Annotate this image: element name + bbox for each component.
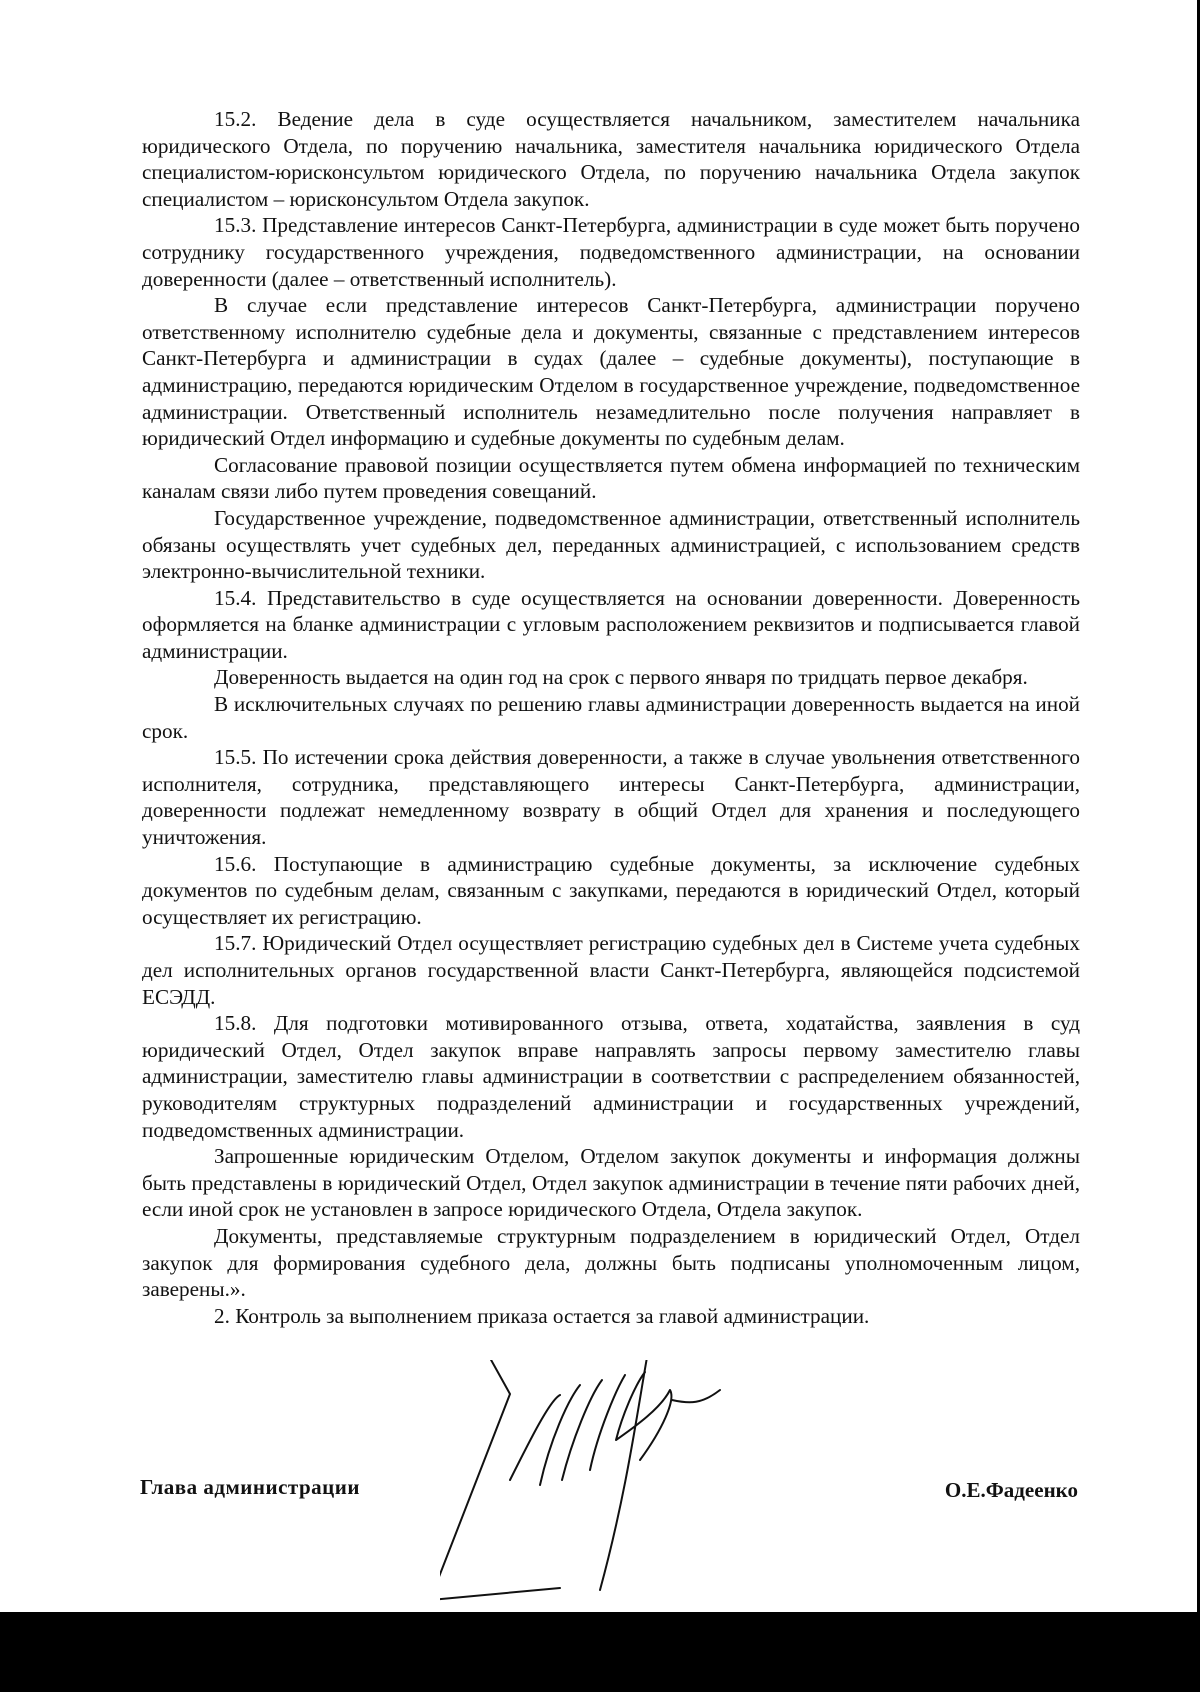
scan-edge-bottom [0, 1612, 1200, 1692]
paragraph-15-7: 15.7. Юридический Отдел осуществляет регистрацию судебных дел в Системе учета судебных дел исполнительных органов государственной власти Санкт-Петербурга, являющейся подсистемой ЕСЭДД. [142, 931, 1080, 1009]
paragraph-15-3: 15.3. Представление интересов Санкт-Петербурга, администрации в суде может быть поручено сотруднику государственного учреждения, подведомственного администрации, на основании доверенности (далее – ответственный исполнитель). [142, 213, 1080, 291]
paragraph-15-6: 15.6. Поступающие в администрацию судебные документы, за исключение судебных документов по судебным делам, связанным с закупками, передаются в юридический Отдел, который осуществляет их регистрацию. [142, 851, 1080, 929]
paragraph-requested-documents: Запрошенные юридическим Отделом, Отделом закупок документы и информация должны быть представлены в юридический Отдел, Отдел закупок администрации в течение пяти рабочих дней, если иной срок не установлен в запросе юридического Отдела, Отдела закупок. [142, 1144, 1080, 1222]
handwritten-signature [440, 1360, 800, 1610]
document-body [142, 106, 1080, 1329]
paragraph-15-5: 15.5. По истечении срока действия доверенности, а также в случае увольнения ответственного исполнителя, сотрудника, представляющего интересы Санкт-Петербурга, администрации, доверенности подлежат немедленному возврату в общий Отдел для хранения и последующего уничтожения. [142, 745, 1080, 850]
paragraph-responsible-executor: В случае если представление интересов Санкт-Петербурга, администрации поручено ответственному исполнителю судебные дела и документы, связанные с представлением интересов Санкт-Петербурга и администрации в судах (далее – судебные документы), поступающие в администрацию, передаются юридическим Отделом в государственное учреждение, подведомственное администрации. Ответственный исполнитель незамедлительно после получения направляет в юридический Отдел информацию и судебные документы по судебным делам. [142, 293, 1080, 451]
paragraph-15-4: 15.4. Представительство в суде осуществляется на основании доверенности. Доверенность оформляется на бланке администрации с угловым расположением реквизитов и подписывается главой администрации. [142, 585, 1080, 663]
paragraph-15-2: 15.2. Ведение дела в суде осуществляется начальником, заместителем начальника юридического Отдела, по поручению начальника, заместителя начальника юридического Отдела специалистом-юрисконсультом юридического Отдела, по поручению начальника Отдела закупок специалистом – юрисконсультом Отдела закупок. [142, 107, 1080, 211]
paragraph-2-control: 2. Контроль за выполнением приказа остается за главой администрации. [214, 1303, 870, 1328]
paragraph-case-records: Государственное учреждение, подведомственное администрации, ответственный исполнитель обязаны осуществлять учет судебных дел, переданных администрацией, с использованием средств электронно-вычислительной техники. [142, 505, 1080, 584]
paragraph-15-8: 15.8. Для подготовки мотивированного отзыва, ответа, ходатайства, заявления в суд юридический Отдел, Отдел закупок вправе направлять запросы первому заместителю главы администрации, заместителю главы администрации в соответствии с распределением обязанностей, руководителям структурных подразделений администрации и государственных учреждений, подведомственных администрации. [142, 1011, 1080, 1142]
paragraph-submitted-documents: Документы, представляемые структурным подразделением в юридический Отдел, Отдел закупок для формирования судебного дела, должны быть подписаны уполномоченным лицом, заверены.». [142, 1223, 1080, 1302]
paragraph-exceptional-cases: В исключительных случаях по решению главы администрации доверенность выдается на иной срок. [142, 692, 1080, 743]
paragraph-legal-position: Согласование правовой позиции осуществляется путем обмена информацией по техническим каналам связи либо путем проведения совещаний. [142, 452, 1080, 504]
signatory-name: О.Е.Фадеенко [944, 1478, 1078, 1502]
signatory-title: Глава администрации [140, 1475, 360, 1499]
paragraph-power-of-attorney-term: Доверенность выдается на один год на срок с первого января по тридцать первое декабря. [214, 665, 1028, 690]
